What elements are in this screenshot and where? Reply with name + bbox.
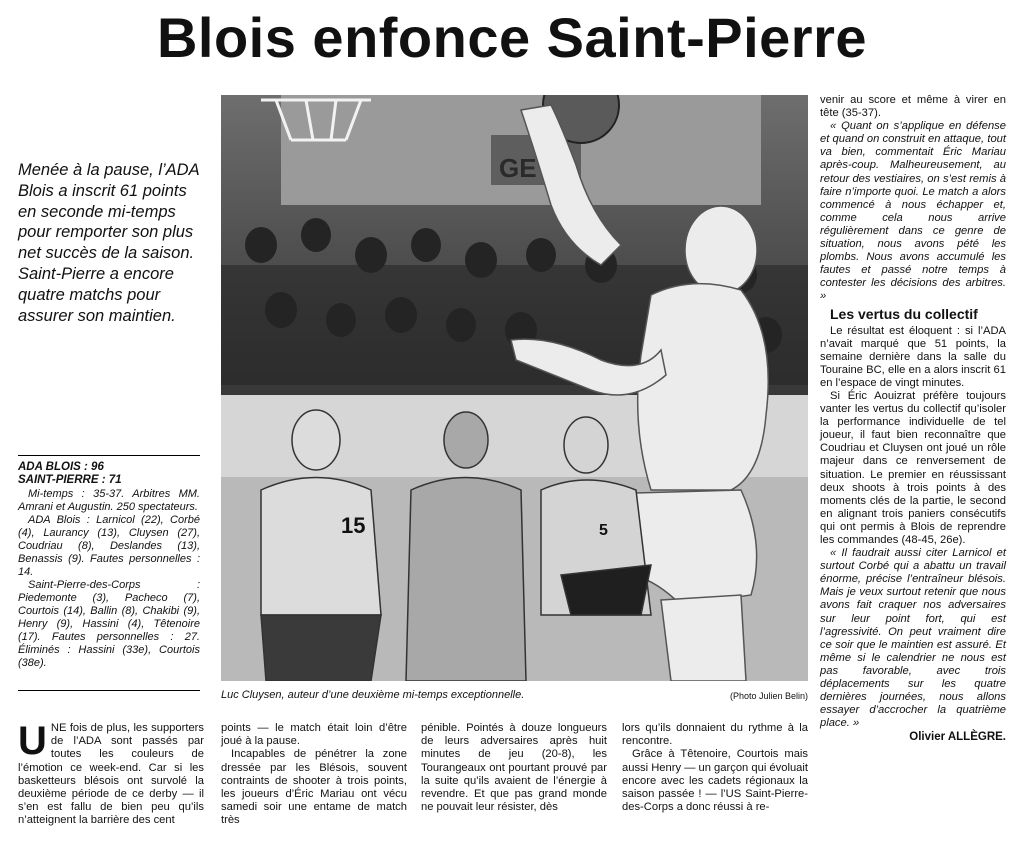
score-home: ADA BLOIS : 96 <box>18 461 104 473</box>
headline: Blois enfonce Saint-Pierre <box>156 6 868 69</box>
body-col2-p1: points — le match était loin d’être joué à la pause. <box>221 722 407 748</box>
photo-credit: (Photo Julien Belin) <box>729 691 808 701</box>
body-column-3 <box>421 722 607 814</box>
right-paragraph-3: Le résultat est éloquent : si l’ADA n’avait marqué que 51 points, la semaine dernière dans la salle du Touraine BC, elle en a alors inscrit 61 en l’espace de vingt minutes. <box>820 324 1006 389</box>
body-column-4 <box>622 722 808 814</box>
body-col2-p2: Incapables de pénétrer la zone dressée par les Blésois, souvent contraints de shooter à trois points, les joueurs d’Éric Mariau ont vécu samedi soir une entame de match très <box>221 748 407 827</box>
right-quote-1: « Quant on s’applique en défense et quand on construit en attaque, tout va bien, commentait Éric Mariau après-coup. Malheureusement, au retour des vestiaires, on s’est remis à faire n’importe quoi. Le match a alors commencé à nous échapper et, comme cela nous arrive régulièrement dans ce genre de situation, nous avons pété les plombs. Nous avons accumulé les fautes et passé notre temps à contester les décisions des arbitres. » <box>820 120 1006 303</box>
body-col3-text: pénible. Pointés à douze longueurs de leurs adversaires après huit minutes de jeu (20-8), les Tourangeaux ont pourtant prouvé par la suite qu’ils avaient de l’énergie à revendre. Et que pas grand monde ne pouvait leur résister, dès <box>421 722 607 814</box>
photo-caption <box>221 688 808 702</box>
score-away: SAINT-PIERRE : 71 <box>18 474 122 486</box>
body-col4-p2: Grâce à Têtenoire, Courtois mais aussi Henry — un garçon qui évoluait encore avec les cadets régionaux la saison passée ! — l’US Saint-Pierre-des-Corps a donc réussi à re- <box>622 748 808 814</box>
author-byline: Olivier ALLÈGRE. <box>909 731 1006 744</box>
body-column-1 <box>18 719 204 828</box>
basketball-photo <box>221 95 808 681</box>
scoreboard-box <box>18 455 200 670</box>
arena-sign-text: GE <box>499 153 537 183</box>
body-column-2 <box>221 722 407 828</box>
subhead: Les vertus du collectif <box>830 305 978 322</box>
right-column <box>820 94 1006 745</box>
right-quote-2: « Il faudrait aussi citer Larnicol et surtout Corbé qui a abattu un travail énorme, précise l’entraîneur blésois. Mais je veux surtout retenir que nous avons fait craquer nos adversaires sur leur point fort, qui est l’agressivité. On peut vraiment dire ce soir que le maintien est assuré. Et même si le calendrier ne nous est pas favorable, avec trois déplacements sur les quatre dernières journées, nous allons essayer d’accrocher la quatrième place. » <box>820 547 1006 730</box>
score-detail-blois: ADA Blois : Larnicol (22), Corbé (4), Laurancy (13), Cluysen (27), Coudriau (8), Deslandes (13), Benassis (9). Fautes personnelles : 14. <box>18 514 200 578</box>
body-col1-text: NE fois de plus, les supporters de l’ADA sont passés par toutes les couleurs de l’émotion ce week-end. Car si les basketteurs blésois ont survolé la deuxième période de ce derby — il s’en est fallu de bien peu qu’ils n’atteignent la barrière des cent <box>18 722 204 827</box>
lede-summary: Menée à la pause, l’ADA Blois a inscrit 61 points en seconde mi-temps pour remporter son plus net succès de la saison. Saint-Pierre a encore quatre matchs pour assurer son maintien. <box>18 161 199 325</box>
scoreboard-bottom-rule <box>18 690 200 691</box>
body-col4-p1: lors qu’ils donnaient du rythme à la rencontre. <box>622 722 808 748</box>
score-detail-saint-pierre: Saint-Pierre-des-Corps : Piedemonte (3), Pacheco (7), Courtois (14), Ballin (8), Chakibi (9), Henry (9), Hassini (4), Têtenoire (17). Fautes personnelles : 27. Éliminés : Hassini (33e), Courtois (38e). <box>18 579 200 669</box>
right-paragraph-1: venir au score et même à virer en tête (35-37). <box>820 94 1006 120</box>
score-detail-halftime: Mi-temps : 35-37. Arbitres MM. Amrani et Augustin. 250 spectateurs. <box>18 488 200 513</box>
jersey-number-right: 5 <box>599 522 608 539</box>
jersey-number-left: 15 <box>341 513 366 538</box>
score-details <box>18 488 200 670</box>
caption-text: Luc Cluysen, auteur d’une deuxième mi-temps exceptionnelle. <box>221 689 525 701</box>
right-paragraph-4: Si Éric Aouizrat préfère toujours vanter les vertus du collectif qu’isoler la performance individuelle de tel joueur, il faut bien reconnaître que Coudriau et Cluysen ont joué un rôle majeur dans ce renversement de situation. Le premier en réussissant deux shoots à trois points à des moments clés de la partie, le second en alignant trois paniers consécutifs qui ont permis à Blois de reprendre les commandes (48-45, 26e). <box>820 389 1006 546</box>
drop-cap: U <box>18 719 47 763</box>
